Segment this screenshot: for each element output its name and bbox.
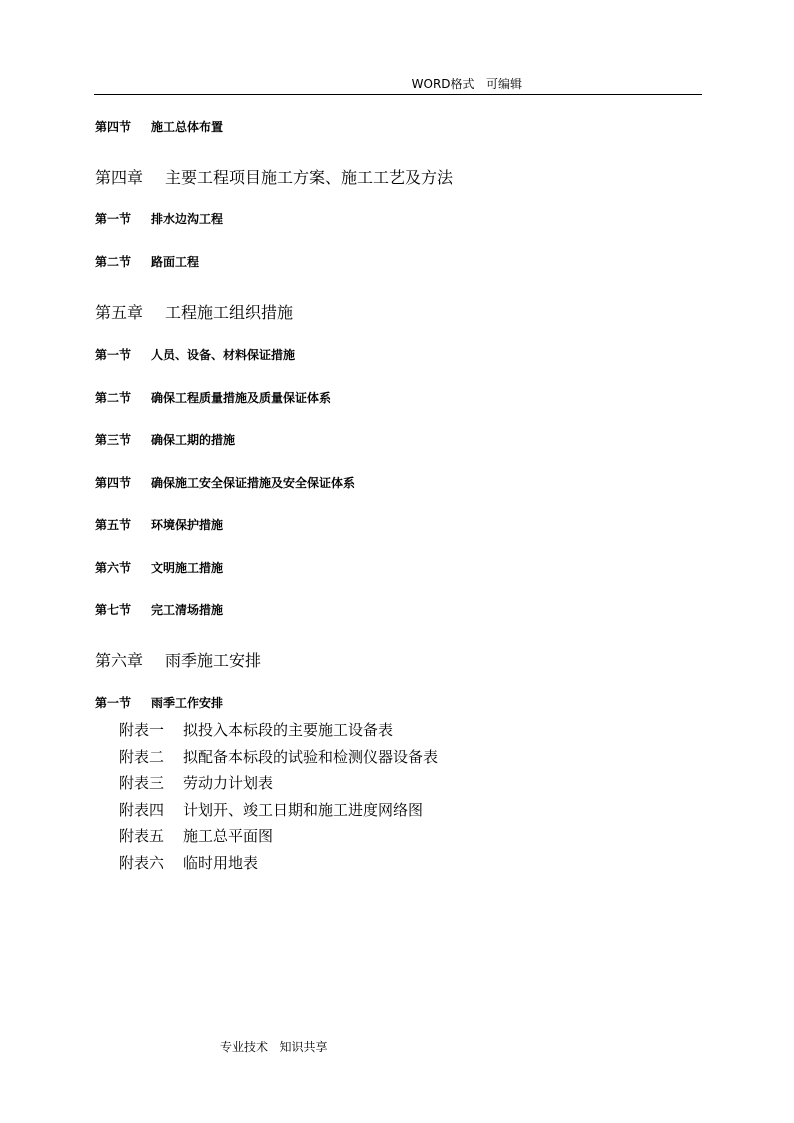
- appendix-number: 附表一: [119, 721, 165, 739]
- section-title: 确保工程质量措施及质量保证体系: [151, 391, 332, 405]
- appendix-entry: [119, 747, 438, 767]
- section-title: 路面工程: [151, 255, 200, 269]
- page-header: [94, 76, 702, 95]
- section-number: 第三节: [95, 433, 132, 447]
- section-number: 第七节: [95, 603, 132, 617]
- section-number: 第一节: [95, 348, 132, 362]
- toc-section-entry: [95, 695, 223, 711]
- appendix-number: 附表二: [119, 748, 165, 766]
- page-footer: 专业技术 知识共享: [220, 1040, 328, 1054]
- section-title: 雨季工作安排: [151, 696, 224, 710]
- section-number: 第五节: [95, 518, 132, 532]
- toc-chapter-entry: [95, 651, 261, 671]
- section-title: 施工总体布置: [151, 120, 224, 134]
- section-title: 人员、设备、材料保证措施: [151, 348, 296, 362]
- section-number: 第二节: [95, 391, 132, 405]
- section-number: 第四节: [95, 476, 132, 490]
- appendix-title: 计划开、竣工日期和施工进度网络图: [183, 801, 424, 819]
- toc-chapter-entry: [95, 303, 293, 323]
- appendix-title: 拟投入本标段的主要施工设备表: [183, 721, 394, 739]
- appendix-entry: [119, 826, 273, 846]
- section-number: 第一节: [95, 212, 132, 226]
- appendix-title: 劳动力计划表: [183, 774, 274, 792]
- appendix-title: 临时用地表: [183, 854, 259, 872]
- section-title: 文明施工措施: [151, 561, 224, 575]
- section-title: 排水边沟工程: [151, 212, 224, 226]
- section-title: 确保施工安全保证措施及安全保证体系: [151, 476, 356, 490]
- section-number: 第四节: [95, 120, 132, 134]
- section-number: 第二节: [95, 255, 132, 269]
- appendix-entry: [119, 853, 258, 873]
- appendix-number: 附表三: [119, 774, 165, 792]
- appendix-entry: [119, 720, 393, 740]
- toc-section-entry: [95, 390, 331, 406]
- appendix-number: 附表四: [119, 801, 165, 819]
- chapter-number: 第五章: [95, 303, 144, 322]
- chapter-title: 雨季施工安排: [165, 651, 262, 670]
- toc-section-entry: [95, 119, 223, 135]
- chapter-number: 第四章: [95, 168, 144, 187]
- toc-section-entry: [95, 517, 223, 533]
- toc-section-entry: [95, 432, 235, 448]
- toc-section-entry: [95, 475, 355, 491]
- toc-section-entry: [95, 254, 199, 270]
- appendix-number: 附表五: [119, 827, 165, 845]
- appendix-title: 施工总平面图: [183, 827, 274, 845]
- section-title: 确保工期的措施: [151, 433, 236, 447]
- chapter-title: 主要工程项目施工方案、施工工艺及方法: [165, 168, 454, 187]
- toc-section-entry: [95, 602, 223, 618]
- header-text: WORD格式 可编辑: [411, 77, 522, 91]
- toc-section-entry: [95, 347, 295, 363]
- toc-section-entry: [95, 211, 223, 227]
- section-title: 完工清场措施: [151, 603, 224, 617]
- chapter-number: 第六章: [95, 651, 144, 670]
- section-title: 环境保护措施: [151, 518, 224, 532]
- section-number: 第六节: [95, 561, 132, 575]
- appendix-number: 附表六: [119, 854, 165, 872]
- toc-section-entry: [95, 560, 223, 576]
- appendix-title: 拟配备本标段的试验和检测仪器设备表: [183, 748, 439, 766]
- appendix-entry: [119, 773, 273, 793]
- toc-chapter-entry: [95, 168, 453, 188]
- chapter-title: 工程施工组织措施: [165, 303, 294, 322]
- appendix-entry: [119, 800, 423, 820]
- section-number: 第一节: [95, 696, 132, 710]
